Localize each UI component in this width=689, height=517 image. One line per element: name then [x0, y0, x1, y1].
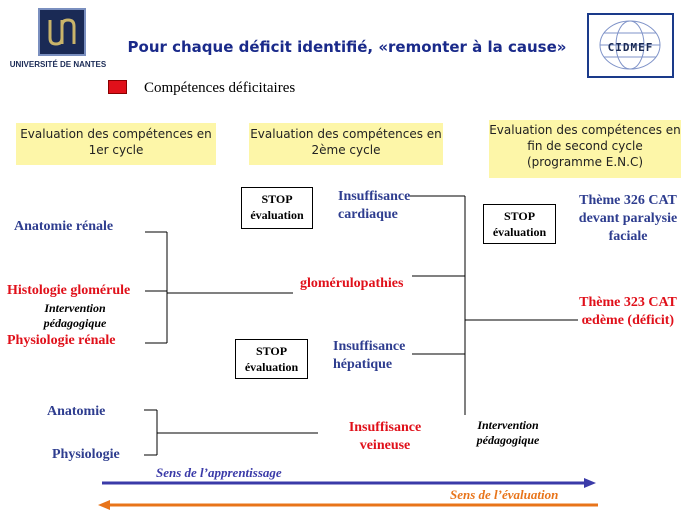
physiologie: Physiologie [52, 447, 120, 462]
learning-direction-label: Sens de l’apprentissage [156, 465, 282, 480]
column-header-first-cycle: Evaluation des compétences en 1er cycle [16, 123, 216, 165]
physiologie-renale: Physiologie rénale [7, 333, 116, 348]
anatomie-renale: Anatomie rénale [14, 219, 114, 234]
insuffisance-veineuse: Insuffisance veineuse [348, 420, 422, 453]
intervention-pedagogique-first-cycle: Intervention pédagogique [43, 301, 107, 330]
insuffisance-cardiaque: Insuffisance cardiaque [338, 189, 411, 222]
intervention-pedagogique-second-cycle: Intervention pédagogique [476, 418, 540, 447]
stop-evaluation-box-hepatic: STOP évaluation [235, 339, 308, 379]
evaluation-direction-label: Sens de l’évaluation [450, 487, 559, 502]
anatomie: Anatomie [47, 404, 106, 419]
legend-label: Compétences déficitaires [144, 80, 296, 96]
cidmef-text: CIDMEF [607, 41, 654, 54]
theme-323: Thème 323 CAT œdème (déficit) [579, 295, 677, 328]
stop-evaluation-box-cardiac: STOP évaluation [241, 187, 313, 229]
glomerulopathies: glomérulopathies [300, 276, 404, 291]
insuffisance-hepatique: Insuffisance hépatique [333, 339, 406, 372]
university-name: UNIVERSITÉ DE NANTES [9, 60, 107, 69]
theme-326: Thème 326 CAT devant paralysie faciale [578, 193, 678, 244]
page-title: Pour chaque déficit identifié, «remonter à la cause» [127, 38, 567, 56]
column-header-second-cycle: Evaluation des compétences en 2ème cycle [249, 123, 443, 165]
stop-evaluation-box-facial: STOP évaluation [483, 204, 556, 244]
column-header-end-second-cycle: Evaluation des compétences en fin de second cycle (programme E.N.C) [489, 120, 681, 178]
histologie-glomerule: Histologie glomérule [7, 283, 131, 298]
